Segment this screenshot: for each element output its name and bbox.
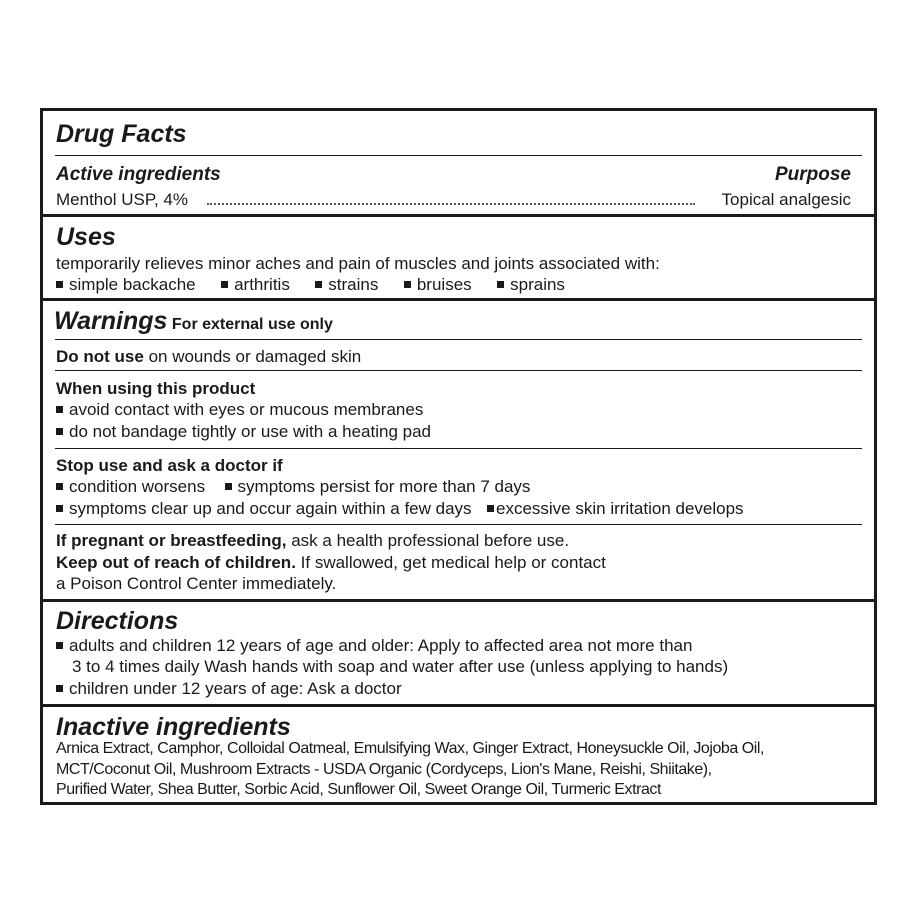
keep-out-warning-cont: a Poison Control Center immediately. xyxy=(56,574,337,593)
list-item: symptoms clear up and occur again within a few days xyxy=(56,499,472,518)
active-ingredient: Menthol USP, 4% xyxy=(56,190,188,209)
bullet-icon xyxy=(56,483,63,490)
dot-leader xyxy=(207,203,695,205)
directions-heading: Directions xyxy=(56,607,179,635)
section-divider xyxy=(43,599,874,602)
divider xyxy=(55,524,862,525)
uses-list xyxy=(56,276,565,293)
bullet-icon xyxy=(56,505,63,512)
list-item-cont: 3 to 4 times daily Wash hands with soap and water after use (unless applying to hands) xyxy=(72,657,729,676)
drug-facts-panel xyxy=(40,108,877,805)
purpose-value: Topical analgesic xyxy=(721,190,851,209)
stop-use-row-2 xyxy=(56,500,744,517)
inactive-line-2: MCT/Coconut Oil, Mushroom Extracts - USDA Organic (Cordyceps, Lion's Mane, Reishi, Shiitake), xyxy=(56,761,712,778)
uses-heading: Uses xyxy=(56,223,116,251)
divider xyxy=(55,448,862,449)
purpose-heading: Purpose xyxy=(774,164,851,185)
list-item: sprains xyxy=(497,275,565,294)
bullet-icon xyxy=(487,505,494,512)
uses-intro: temporarily relieves minor aches and pain of muscles and joints associated with: xyxy=(56,254,660,273)
keep-out-warning: Keep out of reach of children. If swallowed, get medical help or contact xyxy=(56,553,606,572)
list-item: simple backache xyxy=(56,275,196,294)
list-item: avoid contact with eyes or mucous membranes xyxy=(56,401,423,418)
when-using-heading: When using this product xyxy=(56,379,256,398)
divider xyxy=(55,370,862,371)
bullet-icon xyxy=(56,685,63,692)
bullet-icon xyxy=(56,428,63,435)
bullet-icon xyxy=(404,281,411,288)
bullet-icon xyxy=(315,281,322,288)
bullet-icon xyxy=(56,406,63,413)
divider xyxy=(55,155,862,156)
inactive-heading: Inactive ingredients xyxy=(56,713,291,741)
stop-use-row-1 xyxy=(56,478,530,495)
list-item: arthritis xyxy=(221,275,290,294)
inactive-line-3: Purified Water, Shea Butter, Sorbic Acid, Sunflower Oil, Sweet Orange Oil, Turmeric Extract xyxy=(56,781,661,798)
stop-use-heading: Stop use and ask a doctor if xyxy=(56,456,283,475)
inactive-line-1: Arnica Extract, Camphor, Colloidal Oatmeal, Emulsifying Wax, Ginger Extract, Honeysuckle Oil, Jojoba Oil, xyxy=(56,740,764,757)
divider xyxy=(55,339,862,340)
section-divider xyxy=(43,214,874,217)
bullet-icon xyxy=(56,281,63,288)
do-not-use: Do not use on wounds or damaged skin xyxy=(56,347,362,366)
list-item: condition worsens xyxy=(56,477,205,496)
bullet-icon xyxy=(56,642,63,649)
active-ingredients-heading: Active ingredients xyxy=(56,164,221,185)
warnings-subheading: For external use only xyxy=(171,316,333,333)
section-divider xyxy=(43,704,874,707)
warnings-heading: Warnings xyxy=(54,307,168,335)
pregnant-warning: If pregnant or breastfeeding, ask a health professional before use. xyxy=(56,531,570,550)
list-item: symptoms persist for more than 7 days xyxy=(225,477,531,496)
bullet-icon xyxy=(497,281,504,288)
list-item: children under 12 years of age: Ask a doctor xyxy=(56,680,402,697)
warnings-heading-row xyxy=(54,309,333,334)
list-item: strains xyxy=(315,275,378,294)
page-title: Drug Facts xyxy=(56,120,187,148)
section-divider xyxy=(43,298,874,301)
list-item: bruises xyxy=(404,275,472,294)
bullet-icon xyxy=(225,483,232,490)
list-item: adults and children 12 years of age and older: Apply to affected area not more than xyxy=(56,637,692,654)
list-item: do not bandage tightly or use with a heating pad xyxy=(56,423,431,440)
list-item: excessive skin irritation develops xyxy=(487,499,744,518)
bullet-icon xyxy=(221,281,228,288)
